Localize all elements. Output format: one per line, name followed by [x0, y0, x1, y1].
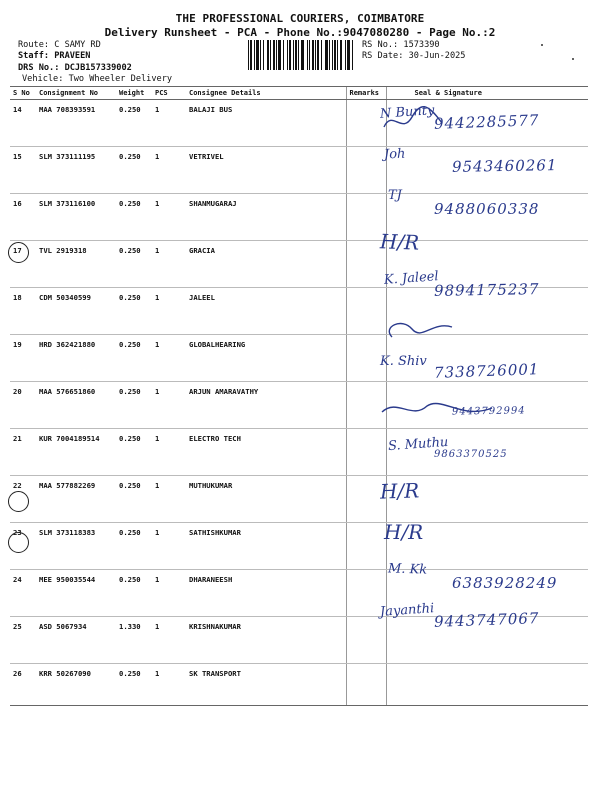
consignment-number-cell: MEE 950035544 [36, 570, 116, 617]
barcode-bar [260, 40, 261, 70]
weight-cell: 0.250 [116, 570, 152, 617]
consignee-cell: SATHISHKUMAR [186, 523, 346, 570]
pcs-cell: 1 [152, 523, 186, 570]
col-header-sno: S No [10, 87, 36, 100]
signature-stroke [372, 390, 502, 430]
consignee-cell: GLOBALHEARING [186, 335, 346, 382]
consignment-number-cell: MAA 576651860 [36, 382, 116, 429]
barcode-bar [337, 40, 338, 70]
signature-cell [386, 664, 588, 706]
hand-drawn-circle [8, 532, 29, 553]
signature-name: K. Shiv [380, 354, 427, 369]
weight-cell: 0.250 [116, 194, 152, 241]
handwritten-signature [372, 182, 592, 222]
signature-phone: 9863370525 [434, 449, 508, 460]
pcs-cell: 1 [152, 241, 186, 288]
consignee-cell: VETRIVEL [186, 147, 346, 194]
barcode-bar [267, 40, 269, 70]
serial-number-cell: 23 [10, 523, 36, 570]
consignment-number-cell: SLM 373111195 [36, 147, 116, 194]
staff-label: Staff: PRAVEEN [18, 51, 91, 61]
barcode-bar [276, 40, 277, 70]
col-header-consignee: Consignee Details [186, 87, 346, 100]
col-header-weight: Weight [116, 87, 152, 100]
handwritten-signature [372, 556, 592, 596]
handwritten-signature [372, 224, 592, 264]
signature-stroke [372, 307, 502, 347]
consignment-number-cell: MAA 577882269 [36, 476, 116, 523]
consignment-number-cell: HRD 362421880 [36, 335, 116, 382]
serial-number-cell: 15 [10, 147, 36, 194]
weight-cell: 0.250 [116, 664, 152, 706]
consignee-cell: DHARANEESH [186, 570, 346, 617]
barcode-image [248, 40, 356, 70]
signature-phone: 9443747067 [433, 609, 540, 631]
handwritten-signature [372, 597, 592, 637]
consignee-cell: BALAJI BUS [186, 100, 346, 147]
consignment-number-cell: KRR 50267090 [36, 664, 116, 706]
barcode-bar [289, 40, 291, 70]
barcode-bar [309, 40, 310, 70]
table-row [10, 664, 588, 706]
barcode-bar [283, 40, 284, 70]
signature-name: K. Jaleel [383, 269, 440, 288]
consignment-number-cell: MAA 708393591 [36, 100, 116, 147]
signature-name: H/R [384, 520, 424, 544]
consignment-number-cell: KUR 7004189514 [36, 429, 116, 476]
barcode-bar [293, 40, 294, 70]
signature-phone: 9894175237 [433, 280, 540, 300]
handwritten-signature [372, 431, 592, 471]
col-header-pcs: PCS [152, 87, 186, 100]
barcode-bar [254, 40, 255, 70]
handwritten-signature [372, 99, 592, 139]
weight-cell: 0.250 [116, 241, 152, 288]
signature-name: TJ [388, 188, 402, 203]
barcode-bar [340, 40, 342, 70]
barcode-bar [329, 40, 330, 70]
consignment-number-cell: TVL 2919318 [36, 241, 116, 288]
vehicle-label: Vehicle: Two Wheeler Delivery [22, 74, 173, 84]
route-label: Route: C SAMY RD [18, 40, 101, 50]
consignee-cell: ELECTRO TECH [186, 429, 346, 476]
serial-number-cell: 19 [10, 335, 36, 382]
consignee-cell: SHANMUGARAJ [186, 194, 346, 241]
barcode-bar [325, 40, 328, 70]
signature-phone: 9488060338 [434, 200, 540, 218]
barcode-bar [317, 40, 319, 70]
rs-date: RS Date: 30-Jun-2025 [362, 51, 466, 61]
handwritten-signature [372, 265, 592, 305]
weight-cell: 0.250 [116, 429, 152, 476]
consignment-number-cell: CDM 50340599 [36, 288, 116, 335]
handwritten-signature [372, 348, 592, 388]
barcode-bar [278, 40, 281, 70]
serial-number-cell: 17 [10, 241, 36, 288]
signature-phone: 7338726001 [433, 360, 540, 382]
speck-mark [572, 58, 574, 60]
barcode-bar [273, 40, 275, 70]
weight-cell: 0.250 [116, 288, 152, 335]
barcode-bar [263, 40, 264, 70]
consignment-number-cell: SLM 373116100 [36, 194, 116, 241]
signature-phone: 9543460261 [451, 155, 558, 176]
table-header-row [10, 87, 588, 100]
barcode-bar [332, 40, 333, 70]
speck-mark [541, 44, 543, 46]
handwritten-signature [372, 307, 592, 347]
runsheet-subtitle: Delivery Runsheet - PCA - Phone No.:9047080280 - Page No.:2 [104, 26, 496, 39]
signature-phone: 6383928249 [452, 573, 558, 592]
signature-name: H/R [379, 477, 420, 504]
barcode-bar [307, 40, 308, 70]
pcs-cell: 1 [152, 617, 186, 664]
barcode-bar [287, 40, 288, 70]
serial-number-cell: 25 [10, 617, 36, 664]
col-header-signature: Seal & Signature [386, 87, 588, 100]
serial-number-cell: 26 [10, 664, 36, 706]
col-header-consignment: Consignment No [36, 87, 116, 100]
signature-name: Jayanthi [379, 601, 435, 620]
consignee-cell: MUTHUKUMAR [186, 476, 346, 523]
barcode-bar [347, 40, 350, 70]
serial-number-cell: 14 [10, 100, 36, 147]
weight-cell: 1.330 [116, 617, 152, 664]
barcode-bar [250, 40, 252, 70]
signature-name: M. Kk [387, 560, 428, 578]
hand-drawn-circle [8, 491, 29, 512]
consignment-number-cell: ASD 5067934 [36, 617, 116, 664]
pcs-cell: 1 [152, 194, 186, 241]
pcs-cell: 1 [152, 570, 186, 617]
pcs-cell: 1 [152, 335, 186, 382]
company-title: THE PROFESSIONAL COURIERS, COIMBATORE [175, 12, 425, 25]
weight-cell: 0.250 [116, 147, 152, 194]
handwritten-signature [372, 141, 592, 181]
signature-name: Joh [383, 146, 406, 162]
pcs-cell: 1 [152, 288, 186, 335]
weight-cell: 0.250 [116, 335, 152, 382]
serial-number-cell: 20 [10, 382, 36, 429]
signature-name: N Bunty [379, 103, 435, 122]
pcs-cell: 1 [152, 382, 186, 429]
drs-number: DRS No.: DCJB157339002 [18, 63, 132, 73]
serial-number-cell: 24 [10, 570, 36, 617]
barcode-bar [315, 40, 316, 70]
pcs-cell: 1 [152, 147, 186, 194]
remarks-cell [346, 664, 386, 706]
handwritten-signature [372, 390, 592, 430]
barcode-bar [352, 40, 353, 70]
hand-drawn-circle [8, 242, 29, 263]
handwritten-signature [372, 514, 592, 554]
serial-number-cell: 21 [10, 429, 36, 476]
pcs-cell: 1 [152, 476, 186, 523]
consignee-cell: GRACIA [186, 241, 346, 288]
weight-cell: 0.250 [116, 100, 152, 147]
consignment-number-cell: SLM 373118383 [36, 523, 116, 570]
barcode-bar [301, 40, 304, 70]
signature-stroke [372, 99, 502, 139]
barcode-bar [295, 40, 297, 70]
col-header-remarks: Remarks [346, 87, 386, 100]
barcode-bar [321, 40, 322, 70]
serial-number-cell: 16 [10, 194, 36, 241]
weight-cell: 0.250 [116, 476, 152, 523]
consignee-cell: KRISHNAKUMAR [186, 617, 346, 664]
barcode-bar [334, 40, 336, 70]
consignee-cell: JALEEL [186, 288, 346, 335]
signature-phone: 9442285577 [433, 111, 540, 133]
consignee-cell: SK TRANSPORT [186, 664, 346, 706]
handwritten-signature [372, 473, 592, 513]
pcs-cell: 1 [152, 664, 186, 706]
weight-cell: 0.250 [116, 382, 152, 429]
consignee-cell: ARJUN AMARAVATHY [186, 382, 346, 429]
barcode-bar [270, 40, 271, 70]
serial-number-cell: 22 [10, 476, 36, 523]
signature-name: H/R [379, 228, 420, 255]
barcode-bar [312, 40, 314, 70]
rs-number: RS No.: 1573390 [362, 40, 440, 50]
barcode-bar [298, 40, 299, 70]
signature-name: S. Muthu [387, 434, 449, 455]
barcode-bar [345, 40, 346, 70]
barcode-bar [248, 40, 249, 70]
weight-cell: 0.250 [116, 523, 152, 570]
pcs-cell: 1 [152, 429, 186, 476]
barcode-bar [256, 40, 259, 70]
serial-number-cell: 18 [10, 288, 36, 335]
pcs-cell: 1 [152, 100, 186, 147]
signature-phone: 9443792994 [451, 404, 526, 418]
